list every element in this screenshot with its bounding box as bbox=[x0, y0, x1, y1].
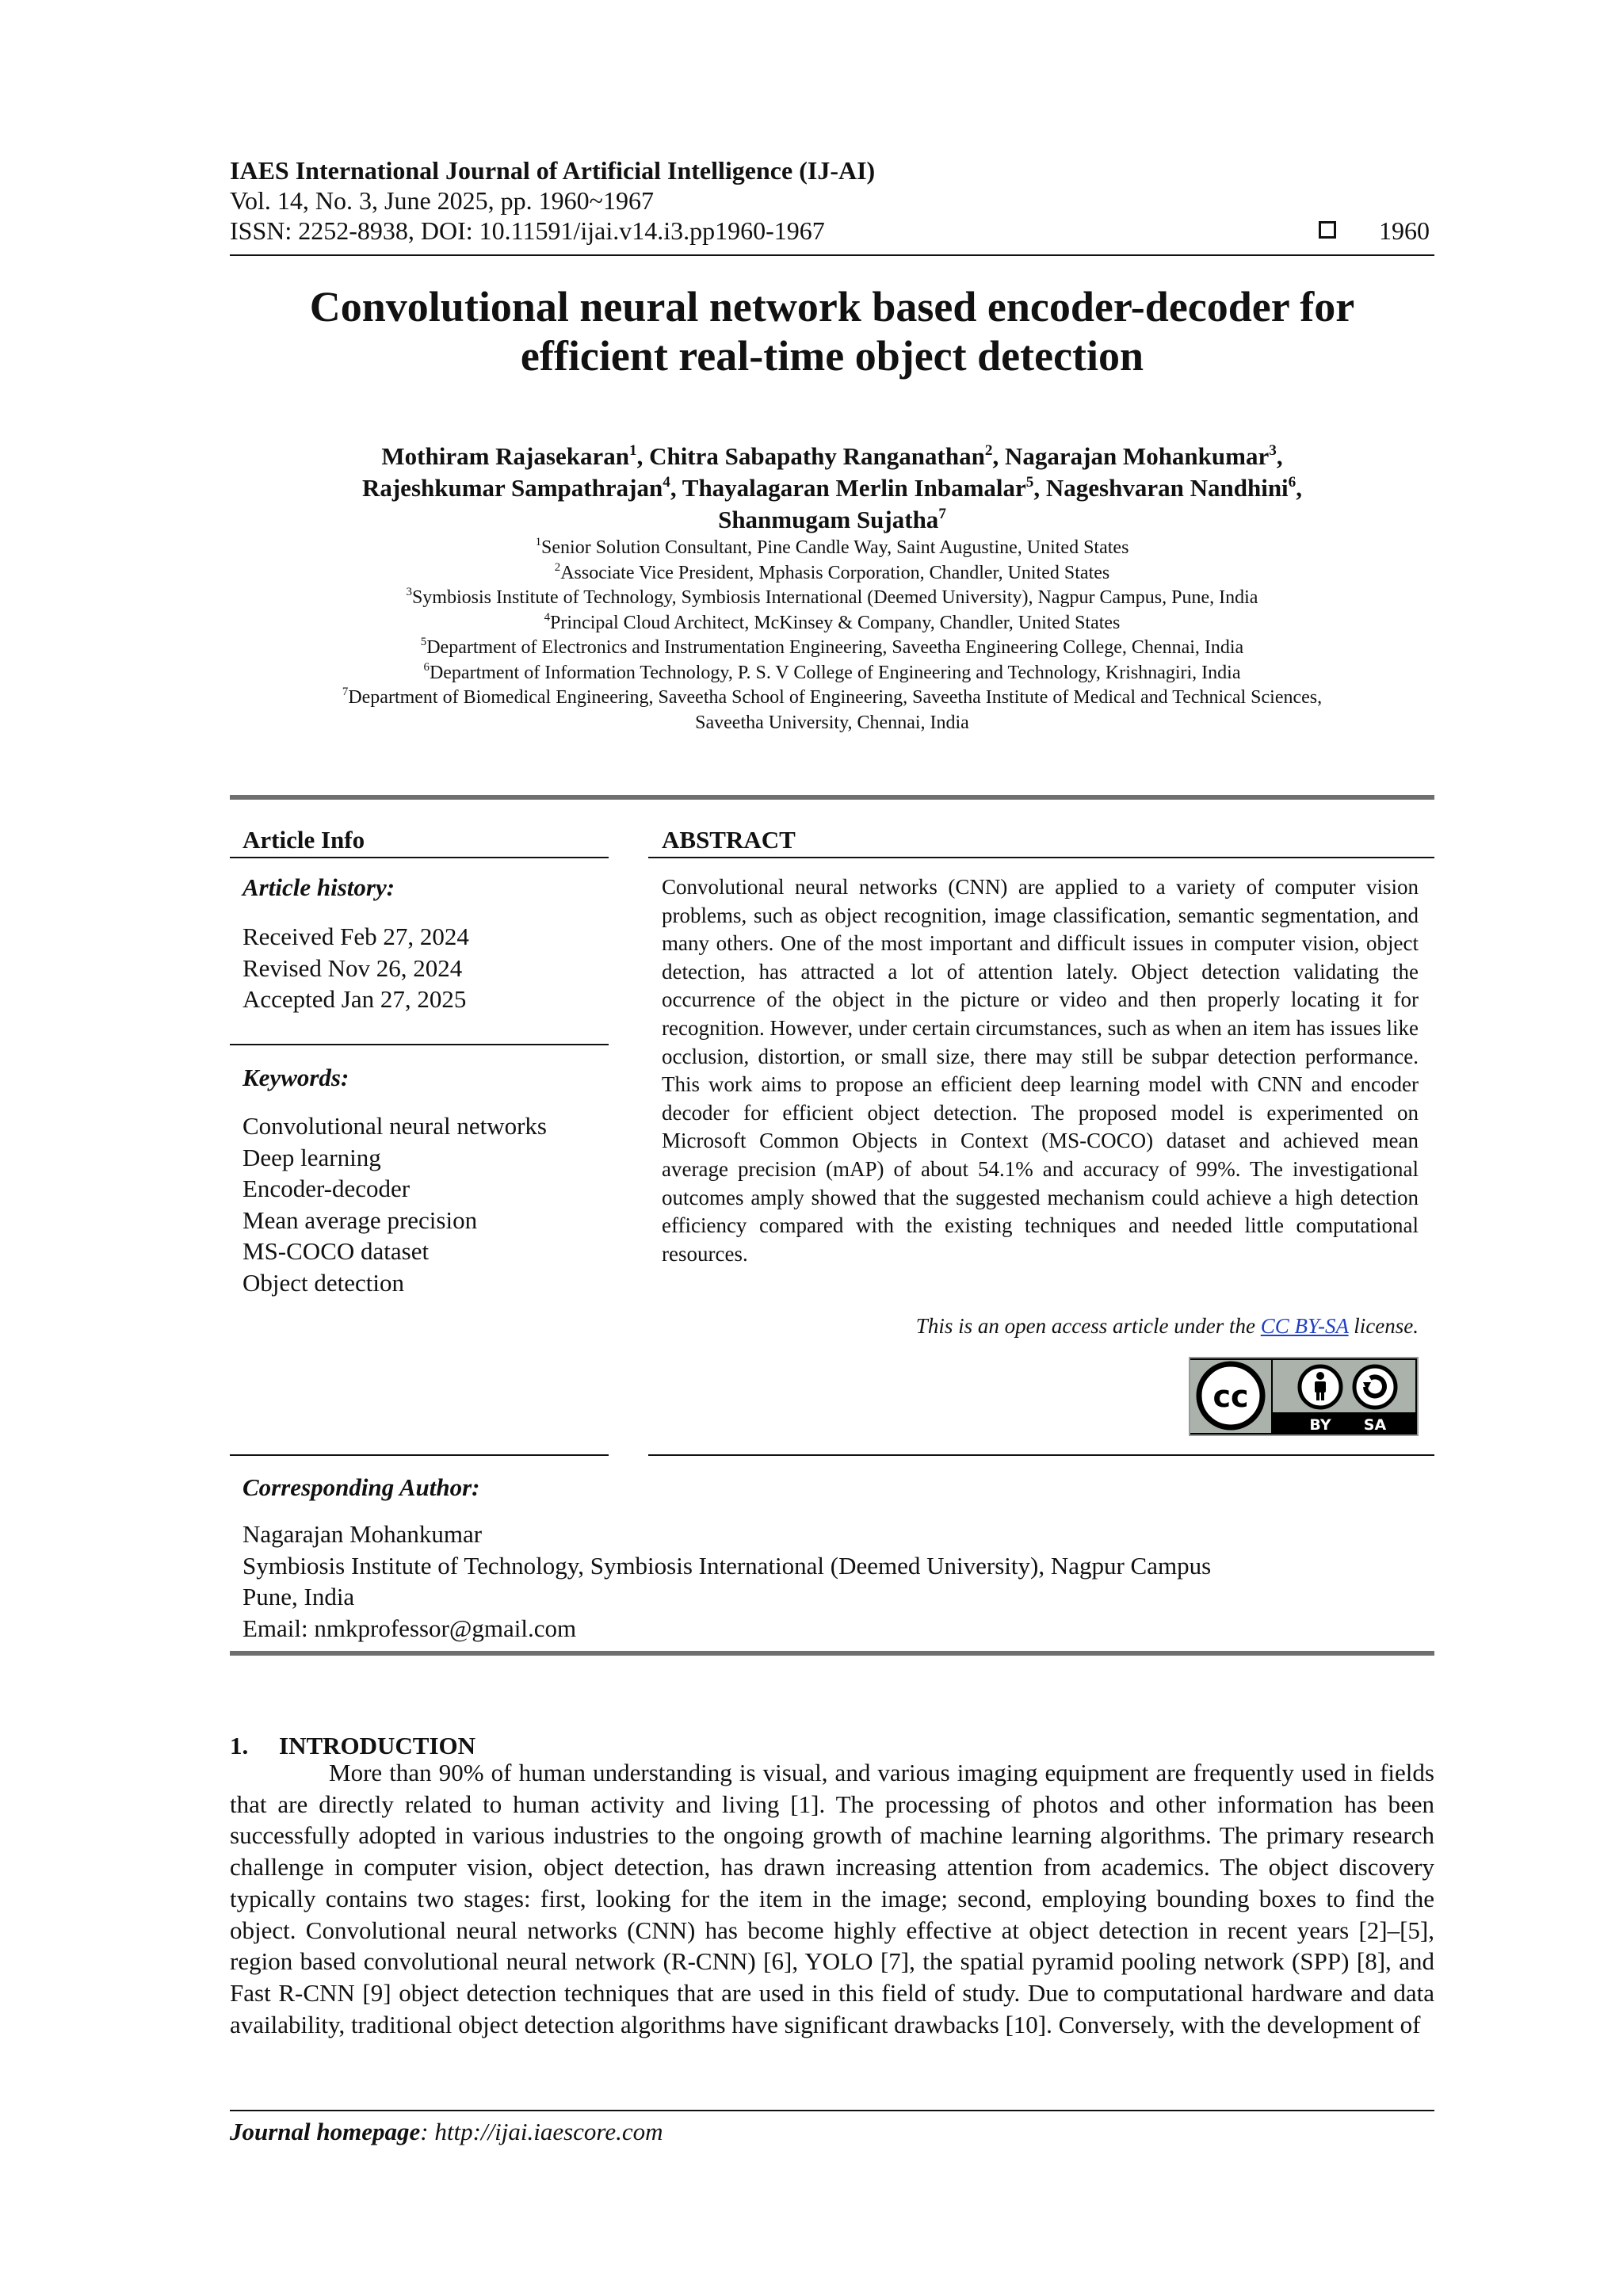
keyword: MS-COCO dataset bbox=[242, 1237, 430, 1265]
license-prefix: This is an open access article under the bbox=[915, 1314, 1261, 1338]
homepage-url[interactable]: : http://ijai.iaescore.com bbox=[420, 2118, 663, 2145]
volume-line: Vol. 14, No. 3, June 2025, pp. 1960~1967 bbox=[230, 186, 654, 215]
abstract-bottom-rule bbox=[648, 1454, 1434, 1456]
cc-icon bbox=[1199, 1364, 1262, 1427]
author-sep: , bbox=[1033, 474, 1046, 502]
author-sup: 4 bbox=[663, 473, 670, 491]
corresponding-email: Email: nmkprofessor@gmail.com bbox=[242, 1614, 577, 1642]
history-received: Received Feb 27, 2024 bbox=[242, 923, 469, 950]
author-sup: 7 bbox=[938, 505, 946, 522]
article-info-rule bbox=[230, 857, 609, 858]
keyword: Object detection bbox=[242, 1268, 404, 1297]
author-line bbox=[230, 504, 1434, 536]
affiliation-sup: 3 bbox=[406, 586, 412, 599]
title-line: Convolutional neural network based encoder-decoder for bbox=[309, 283, 1355, 330]
author-sup: 5 bbox=[1025, 473, 1034, 491]
author-list bbox=[230, 441, 1434, 536]
affiliation-text: Department of Electronics and Instrumentation Engineering, Saveetha Engineering College, Chennai, India bbox=[426, 637, 1244, 658]
corresponding-author-heading: Corresponding Author: bbox=[242, 1473, 480, 1501]
author-sup: 6 bbox=[1288, 473, 1296, 491]
affiliation bbox=[230, 661, 1434, 686]
license-statement bbox=[662, 1312, 1419, 1339]
affiliation bbox=[230, 561, 1434, 586]
corresponding-location: Pune, India bbox=[242, 1583, 355, 1610]
author-sep: , bbox=[1276, 442, 1283, 470]
footer-divider bbox=[230, 2110, 1434, 2111]
author-line bbox=[230, 441, 1434, 472]
affiliation-text: Symbiosis Institute of Technology, Symbiosis International (Deemed University), Nagpur Campus, Pune, India bbox=[411, 587, 1258, 608]
affiliation-text: Department of Biomedical Engineering, Saveetha School of Engineering, Saveetha Institute of Medical and Technical Sciences, bbox=[348, 687, 1323, 708]
cc-by-sa-badge[interactable] bbox=[1189, 1357, 1419, 1436]
author-sep: , bbox=[670, 474, 682, 502]
author-name: Nageshvaran Nandhini bbox=[1045, 474, 1289, 502]
affiliation-text: Associate Vice President, Mphasis Corporation, Chandler, United States bbox=[560, 562, 1110, 583]
author-name: Chitra Sabapathy Ranganathan bbox=[649, 442, 985, 470]
author-name: Mothiram Rajasekaran bbox=[381, 442, 629, 470]
block-top-rule bbox=[230, 795, 1434, 800]
affiliation-text: Department of Information Technology, P. S. V College of Engineering and Technology, Krishnagiri, India bbox=[429, 662, 1241, 683]
affiliation-text: Principal Cloud Architect, McKinsey & Company, Chandler, United States bbox=[550, 612, 1121, 633]
share-alike-icon bbox=[1354, 1366, 1396, 1408]
affiliation-list bbox=[230, 536, 1434, 735]
badge-cc-text: cc bbox=[1212, 1379, 1249, 1414]
paper-title bbox=[230, 282, 1434, 380]
header-divider bbox=[230, 254, 1434, 256]
affiliation bbox=[230, 636, 1434, 661]
author-name: Rajeshkumar Sampathrajan bbox=[361, 474, 663, 502]
author-sup: 3 bbox=[1269, 441, 1277, 459]
badge-sa-text: SA bbox=[1363, 1416, 1387, 1434]
keyword: Mean average precision bbox=[242, 1205, 478, 1234]
abstract-rule bbox=[648, 857, 1434, 858]
page-number: 1960 bbox=[1379, 216, 1430, 245]
keyword: Encoder-decoder bbox=[242, 1175, 411, 1202]
affiliation-text: Senior Solution Consultant, Pine Candle Way, Saint Augustine, United States bbox=[541, 537, 1129, 558]
article-history bbox=[242, 921, 469, 1015]
history-accepted: Accepted Jan 27, 2025 bbox=[242, 985, 467, 1013]
article-history-heading: Article history: bbox=[242, 873, 395, 901]
author-sep: , bbox=[1296, 474, 1303, 502]
abstract-heading: ABSTRACT bbox=[662, 826, 796, 854]
author-sup: 1 bbox=[628, 441, 637, 459]
affiliation-sup: 1 bbox=[535, 536, 542, 549]
keyword: Convolutional neural networks bbox=[242, 1112, 547, 1140]
license-suffix: license. bbox=[1348, 1314, 1419, 1338]
author-sep: , bbox=[992, 442, 1005, 470]
info-bottom-rule bbox=[230, 1454, 609, 1456]
keywords-heading: Keywords: bbox=[242, 1064, 349, 1091]
author-name: Thayalagaran Merlin Inbamalar bbox=[682, 474, 1026, 502]
keywords-list bbox=[242, 1110, 547, 1298]
affiliation bbox=[230, 711, 1434, 736]
affiliation-sup: 6 bbox=[423, 660, 430, 674]
attribution-icon bbox=[1300, 1366, 1341, 1408]
history-revised: Revised Nov 26, 2024 bbox=[242, 953, 463, 982]
affiliation bbox=[230, 611, 1434, 636]
keyword: Deep learning bbox=[242, 1143, 381, 1171]
affiliation-sup: 5 bbox=[420, 636, 427, 649]
issn-doi-line: ISSN: 2252-8938, DOI: 10.11591/ijai.v14.i3.pp1960-1967 bbox=[230, 216, 825, 245]
affiliation-sup: 4 bbox=[544, 610, 551, 624]
cc-badge-graphic bbox=[1190, 1358, 1417, 1435]
affiliation bbox=[230, 536, 1434, 561]
block-bottom-rule bbox=[230, 1651, 1434, 1656]
author-name: Shanmugam Sujatha bbox=[718, 506, 939, 533]
journal-homepage bbox=[230, 2118, 663, 2146]
homepage-label: Journal homepage bbox=[230, 2118, 421, 2145]
title-line: efficient real-time object detection bbox=[520, 332, 1144, 380]
journal-name: IAES International Journal of Artificial Intelligence (IJ-AI) bbox=[230, 156, 876, 185]
history-keywords-rule bbox=[230, 1044, 609, 1045]
corresponding-institution: Symbiosis Institute of Technology, Symbiosis International (Deemed University), Nagpur Campus bbox=[242, 1551, 1212, 1580]
corresponding-name: Nagarajan Mohankumar bbox=[242, 1520, 483, 1548]
badge-by-text: BY bbox=[1309, 1416, 1331, 1434]
introduction-paragraph: More than 90% of human understanding is visual, and various imaging equipment are frequently used in fields that are directly related to human activity and living [1]. The processing of photos and other information has been successfully adopted in various industries to the ongoing growth of machine learning algorithms. The primary research challenge in computer vision, object detection, has drawn increasing attention from academics. The object discovery typically contains two stages: first, looking for the item in the image; second, employing bounding boxes to find the object. Convolutional neural networks (CNN) has become highly effective at object detection in recent years [2]–[5], region based convolutional neural network (R-CNN) [6], YOLO [7], the spatial pyramid pooling network (SPP) [8], and Fast R-CNN [9] object detection techniques that are used in this field of study. Due to computational hardware and data availability, traditional object detection algorithms have significant drawbacks [10]. Conversely, with the development of bbox=[230, 1759, 1434, 2038]
author-sup: 2 bbox=[984, 441, 993, 459]
corresponding-author-details bbox=[242, 1519, 1211, 1644]
affiliation bbox=[230, 586, 1434, 611]
author-line bbox=[230, 472, 1434, 504]
affiliation-sup: 7 bbox=[342, 686, 349, 699]
author-sep: , bbox=[636, 442, 650, 470]
abstract-text: Convolutional neural networks (CNN) are applied to a variety of computer vision problems, such as object recognition, image classification, semantic segmentation, and many others. One of the most important and difficult issues in computer vision, object detection, has attracted a lot of attention lately. Object detection validating the occurrence of the object in the picture or video and then properly locating it for recognition. However, under certain circumstances, such as when an item has issues like occlusion, distortion, or small size, there may still be subpar detection performance. This work aims to propose an efficient deep learning model with CNN and encoder decoder for efficient object detection. The proposed model is experimented on Microsoft Common Objects in Context (MS-COCO) dataset and achieved mean average precision (mAP) of about 54.1% and accuracy of 99%. The investigational outcomes amply showed that the suggested mechanism could achieve a high detection efficiency compared with the existing techniques and needed little computational resources. bbox=[662, 875, 1419, 1266]
affiliation-text: Saveetha University, Chennai, India bbox=[695, 712, 969, 733]
affiliation-sup: 2 bbox=[554, 560, 561, 574]
affiliation bbox=[230, 686, 1434, 711]
square-bullet-icon bbox=[1319, 221, 1336, 239]
author-name: Nagarajan Mohankumar bbox=[1004, 442, 1270, 470]
introduction-heading: 1. INTRODUCTION bbox=[230, 1732, 476, 1759]
article-info-heading: Article Info bbox=[242, 826, 365, 854]
cc-by-sa-link[interactable]: CC BY-SA bbox=[1260, 1314, 1349, 1338]
